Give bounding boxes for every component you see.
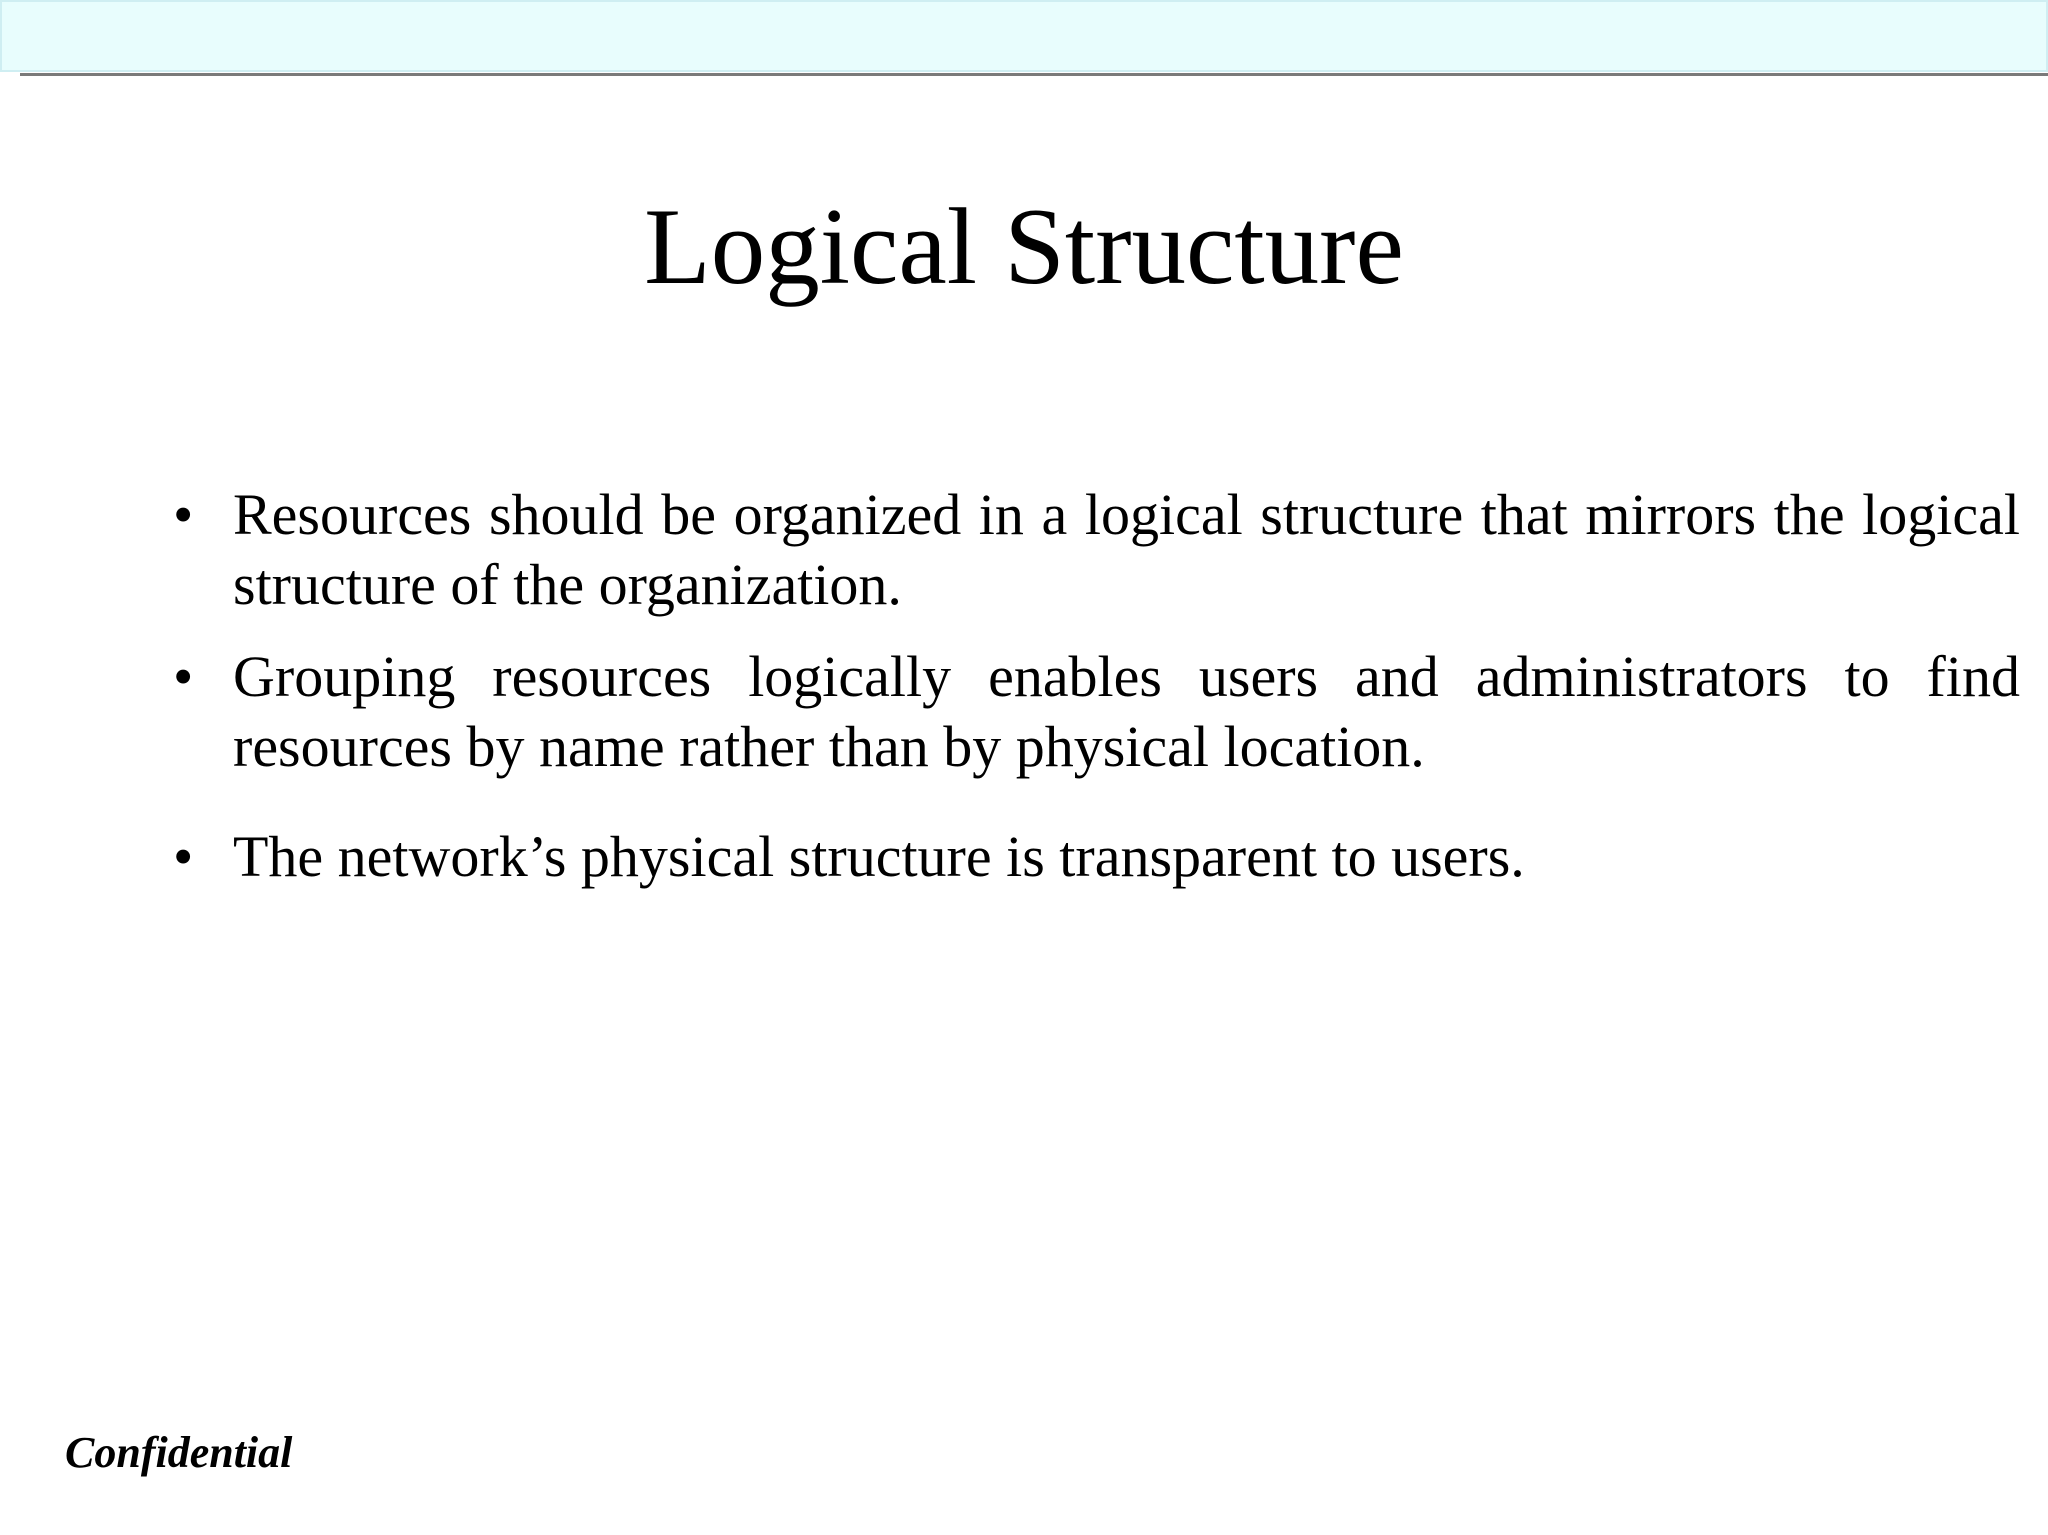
bullet-item bbox=[170, 642, 2020, 782]
bullet-text: Resources should be organized in a logical structure that mirrors the logical structure of the organization. bbox=[233, 482, 2020, 617]
slide-title: Logical Structure bbox=[644, 186, 1404, 307]
header-divider bbox=[20, 73, 2048, 76]
bullet-icon: • bbox=[173, 482, 194, 547]
bullet-icon: • bbox=[173, 644, 194, 709]
bullet-item bbox=[170, 480, 2020, 620]
bullet-icon: • bbox=[173, 824, 194, 889]
bullet-list bbox=[170, 480, 2020, 892]
confidential-footer: Confidential bbox=[65, 1428, 293, 1477]
header-band bbox=[0, 0, 2048, 72]
bullet-item bbox=[170, 822, 2020, 892]
bullet-text: The network’s physical structure is transparent to users. bbox=[233, 824, 1525, 889]
bullet-text: Grouping resources logically enables users and administrators to find resources by name rather than by physical location. bbox=[233, 644, 2020, 779]
